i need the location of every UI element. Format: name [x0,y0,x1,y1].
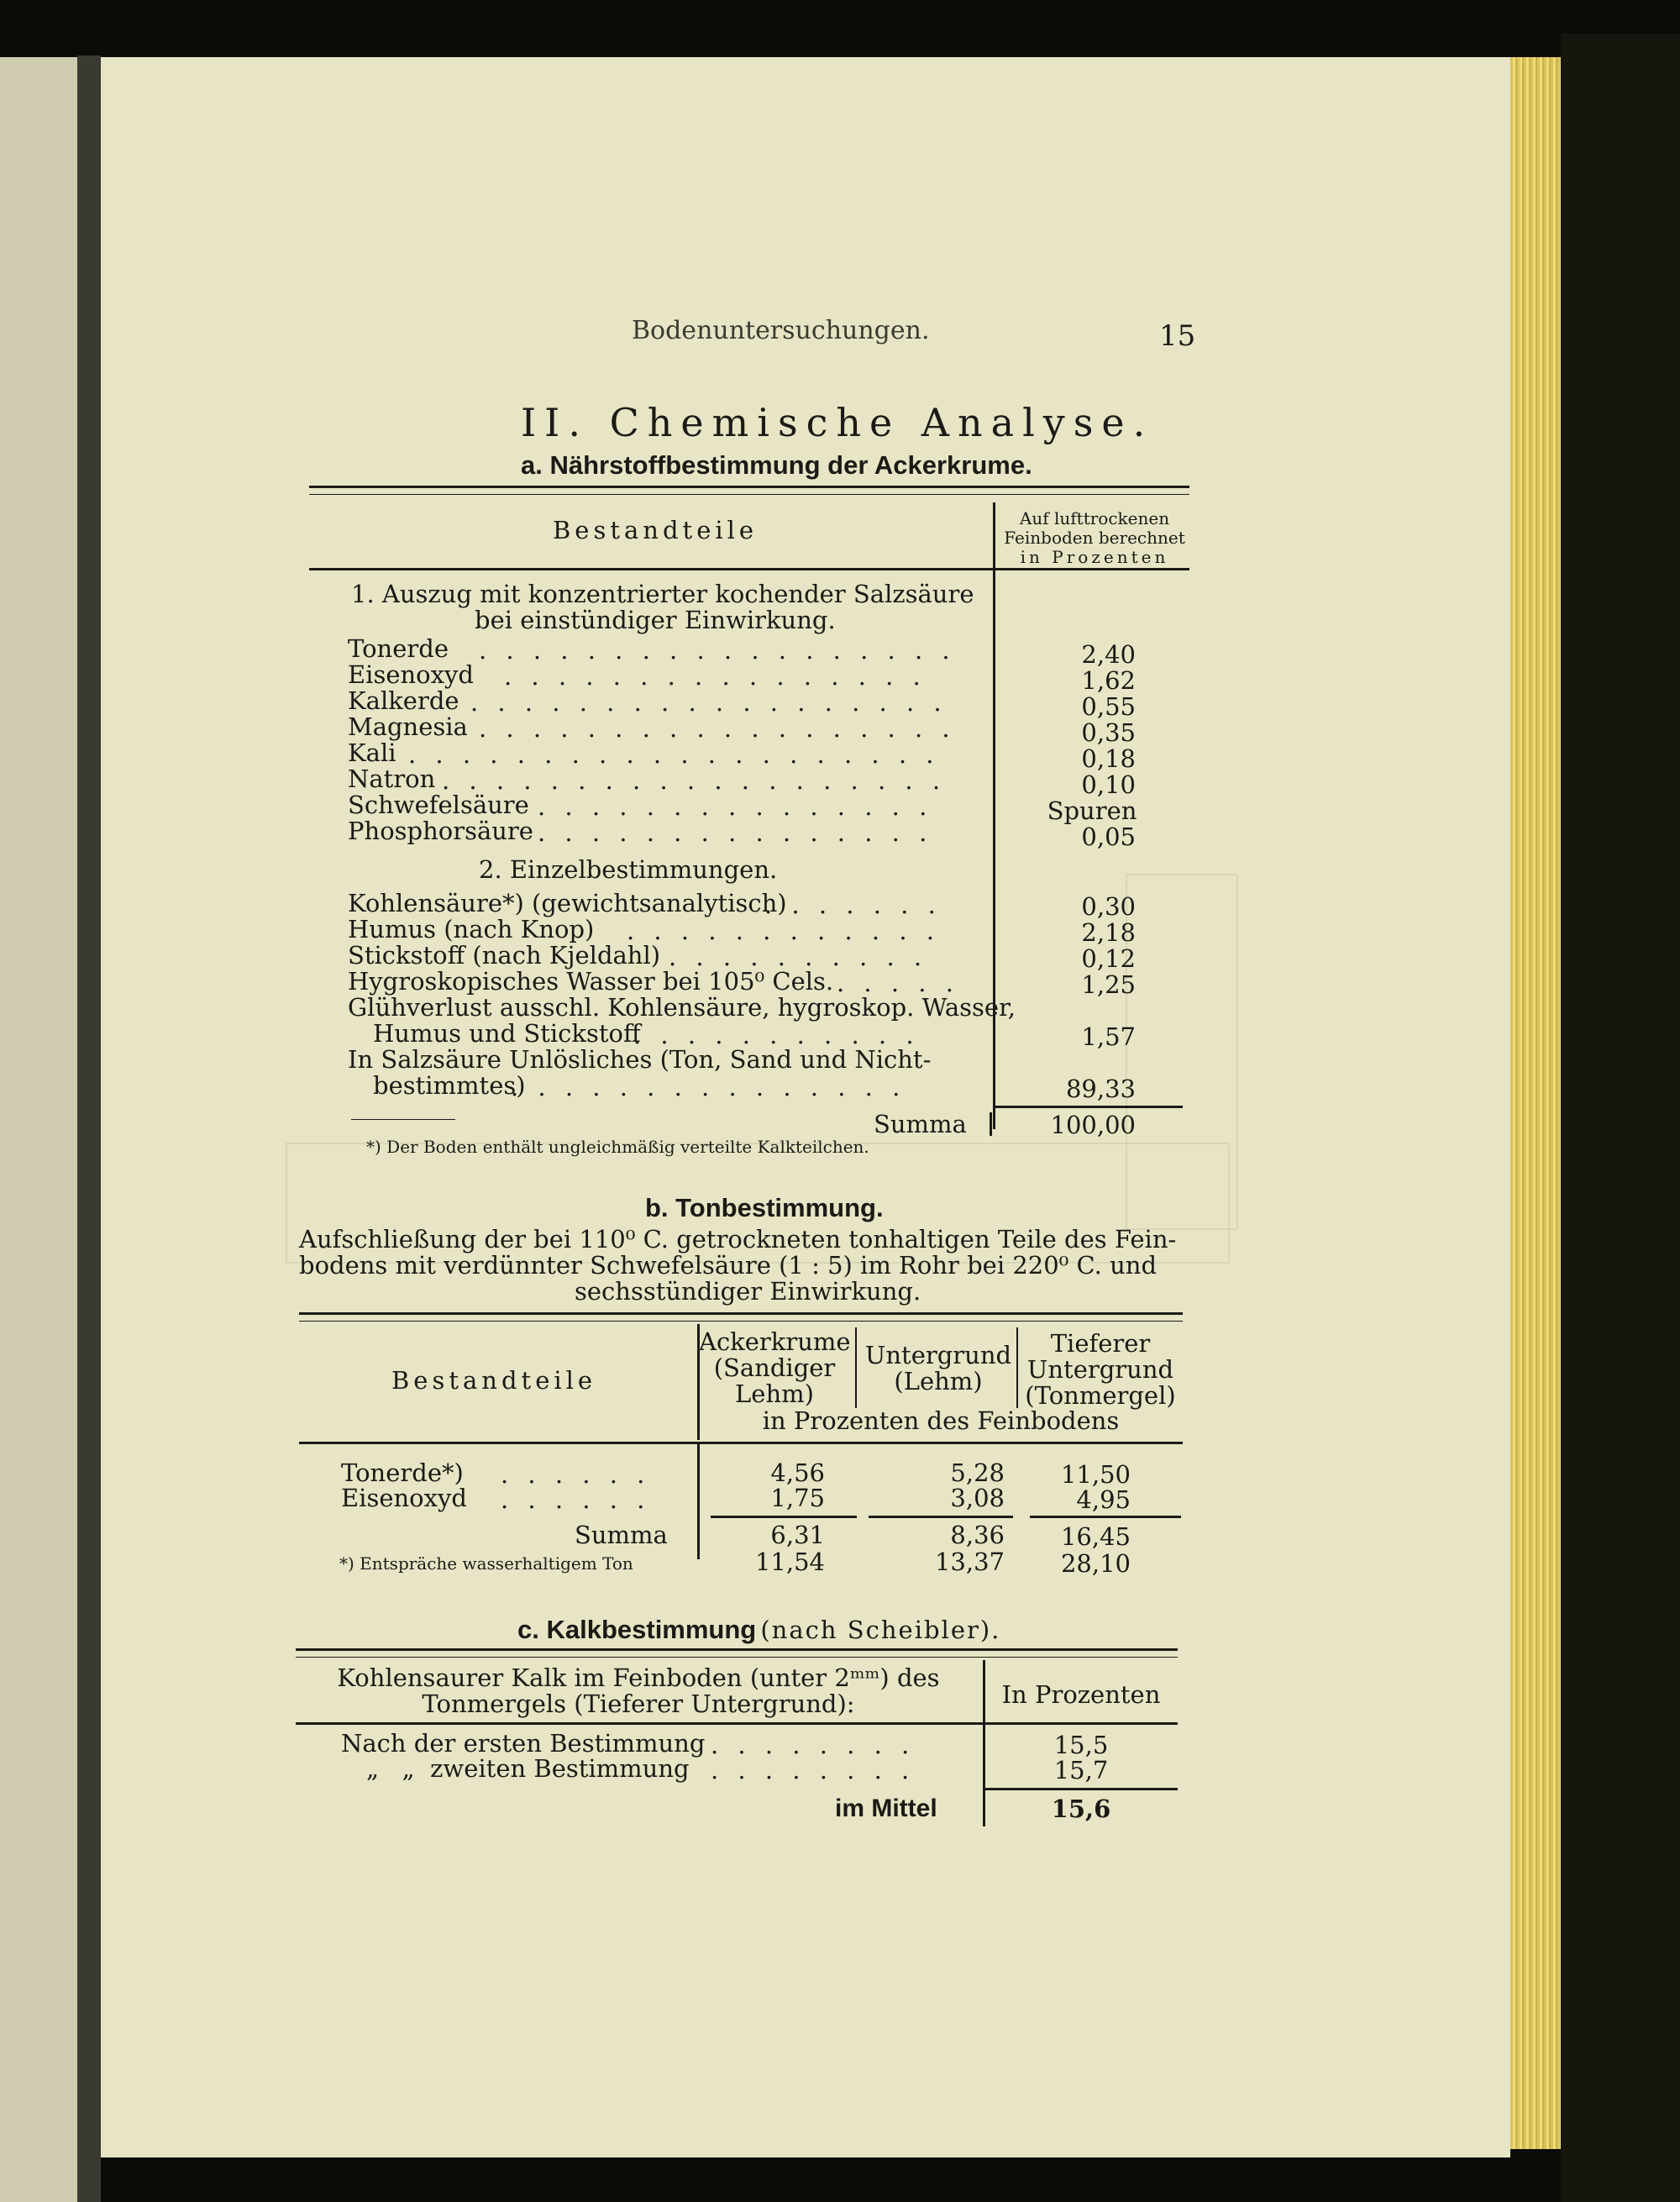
gluehverlust-line1: Glühverlust ausschl. Kohlensäure, hygroskop. Wasser, [348,993,1016,1022]
leader-dots: . . . . . . . . . . . . . . . . . . . . [408,740,940,769]
group1-heading-line1: 1. Auszug mit konzentrierter kochender Salzsäure [351,580,974,608]
leader-dots: . . . . . . . . . . . . . . . . . . . [442,766,947,795]
table-c-top-rule [296,1648,1178,1651]
sum-value: 8,36 [950,1521,1005,1549]
row-value: Spuren [1047,796,1137,825]
row-value: 1,25 [1081,970,1136,999]
sum-rule-col1 [711,1516,857,1518]
row-label: Humus (nach Knop) [348,915,595,943]
row-value: 0,05 [1081,822,1136,851]
book-gutter [77,55,101,2202]
row-value: 0,10 [1081,770,1136,799]
table-b-rule-3 [1016,1327,1018,1408]
row-value: 1,75 [770,1484,825,1512]
group2-heading: 2. Einzelbestimmungen. [479,855,778,884]
footnote-value: 28,10 [1060,1549,1131,1578]
row-value: 89,33 [1065,1075,1136,1103]
row-value: 11,50 [1060,1460,1131,1489]
running-title: Bodenuntersuchungen. [632,316,930,345]
part-c-title: c. Kalkbestimmung (nach Scheibler). [517,1615,1001,1644]
row-label: Phosphorsäure [348,817,533,845]
leader-dots: . . . . . . . . . . . . . . . . . . [479,714,956,743]
sum-value: 16,45 [1060,1522,1131,1551]
section-title: II. Chemische Analyse. [521,400,1154,445]
row-value: 0,18 [1081,744,1136,773]
sum-column-rule [990,1112,992,1136]
row-value: 0,35 [1081,718,1136,747]
footnote-rule [351,1119,455,1120]
left-page-edge [0,57,77,2202]
leader-dots: . . . . . . . . . . . . . . . . . . [479,636,956,665]
leader-dots: . . . . . . . . . . . . [627,917,941,945]
row-label: Stickstoff (nach Kjeldahl) [348,941,661,970]
row-label: Tonerde*) [341,1458,464,1487]
leader-dots: . . . . . . . . . . . . . . . [538,792,933,821]
row-value: 2,18 [1081,918,1136,947]
part-a-title: a. Nährstoffbestimmung der Ackerkrume. [521,450,1032,480]
table-b-sum-label: Summa [575,1521,668,1549]
col-header-ackerkrume: Ackerkrume (Sandiger Lehm) [699,1327,851,1408]
table-b-body-rule-left [697,1442,700,1559]
unloesliches-line1: In Salzsäure Unlösliches (Ton, Sand und Nicht- [348,1045,932,1074]
leader-dots: . . . . . . . . . . [669,943,928,971]
row-value: 2,40 [1081,640,1136,669]
row-value: 0,12 [1081,944,1136,973]
book-cover-edge [1561,34,1680,2202]
sum-value: 6,31 [770,1521,825,1549]
table-a-column-rule [993,502,995,1129]
table-b-footnote: *) Entspräche wasserhaltigem Ton [339,1553,633,1574]
table-b-top-rule-2 [299,1321,1183,1322]
table-a-col-header-right: Auf lufttrockenen Feinboden berechnet in Prozenten [1004,508,1185,567]
table-a-header-rule [309,568,1189,570]
mean-rule [983,1788,1178,1790]
row-value: 0,30 [1081,892,1136,921]
leader-dots: . . . . . . . . . . . . . . . [538,818,933,847]
table-b-top-rule [299,1312,1183,1315]
col-header-tieferer-untergrund: Tieferer Untergrund (Tonmergel) [1025,1329,1176,1410]
footnote-value: 11,54 [754,1548,825,1576]
leader-dots: . . . . . [837,969,959,997]
table-c-top-rule-2 [296,1657,1178,1658]
row-value: 1,62 [1081,666,1136,695]
page-edges [1510,57,1561,2149]
leader-dots: . . . . . . . . . . . . . . . . [504,662,927,691]
table-b-col-header-left: Bestandteile [391,1366,597,1395]
row-value: 1,57 [1081,1022,1136,1051]
mean-label: im Mittel [835,1795,937,1822]
sum-rule-col2 [869,1516,1013,1518]
row-label: Tonerde [348,634,449,663]
leader-dots: . . . . . . . . . . . [633,1021,920,1049]
table-b-header-rule [299,1442,1183,1444]
leader-dots: . . . . . . . . . . . . . . . [511,1073,906,1101]
leader-dots: . . . . . . [501,1460,651,1489]
row-label: Natron [348,765,436,793]
part-b-title: b. Tonbestimmung. [645,1193,884,1222]
row-value: 5,28 [950,1458,1005,1487]
row-label: Magnesia [348,712,468,741]
row-value: 3,08 [950,1484,1005,1512]
page-number: 15 [1159,319,1196,353]
row-value: 15,5 [1053,1731,1109,1759]
row-value: 0,55 [1081,692,1136,721]
row-label: Eisenoxyd [348,660,474,689]
group1-heading-line2: bei einstündiger Einwirkung. [475,606,836,634]
leader-dots: . . . . . . . . [711,1731,916,1759]
row-label: Eisenoxyd [341,1484,467,1512]
part-a-footnote: *) Der Boden enthält ungleichmäßig verteilte Kalkteilchen. [366,1137,869,1157]
part-b-intro-line3: sechsstündiger Einwirkung. [575,1277,921,1306]
unloesliches-line2: bestimmtes) [373,1071,526,1100]
table-a-top-rule-2 [309,494,1189,495]
sum-rule [993,1106,1183,1108]
leader-dots: . . . . . . [501,1485,651,1514]
leader-dots: . . . . . . . . [711,1756,916,1784]
row-value: 15,7 [1053,1756,1109,1784]
row-label: Kali [348,738,396,767]
row-value: 4,56 [770,1458,825,1487]
book-page [101,57,1510,2157]
footnote-value: 13,37 [934,1548,1005,1576]
row-label: „ „ zweiten Bestimmung [366,1754,690,1783]
col-header-untergrund: Untergrund (Lehm) [864,1341,1012,1395]
table-b-unit-row: in Prozenten des Feinbodens [762,1406,1120,1435]
row-label: Kalkerde [348,686,459,715]
row-label: Hygroskopisches Wasser bei 105⁰ Cels. [348,967,834,996]
table-a-col-header-left: Bestandteile [553,516,759,544]
part-b-intro-line1: Aufschließung der bei 110⁰ C. getrockneten tonhaltigen Teile des Fein- [299,1225,1177,1253]
row-label: Kohlensäure*) (gewichtsanalytisch) [348,889,787,917]
gluehverlust-line2: Humus und Stickstoff [373,1019,641,1048]
table-c-header-rule [296,1722,1178,1725]
sum-rule-col3 [1030,1516,1181,1518]
leader-dots: . . . . . . . [764,891,942,919]
row-label: Schwefelsäure [348,791,529,819]
table-c-header-left: Kohlensaurer Kalk im Feinboden (unter 2ᵐᵐ) des Tonmergels (Tieferer Untergrund): [337,1663,940,1718]
part-b-intro-line2: bodens mit verdünnter Schwefelsäure (1 : 5) im Rohr bei 220⁰ C. und [299,1251,1158,1280]
table-c-header-right: In Prozenten [1001,1680,1161,1709]
row-value: 4,95 [1076,1485,1131,1514]
leader-dots: . . . . . . . . . . . . . . . . . . [470,688,948,717]
sum-value: 100,00 [1050,1111,1136,1139]
sum-label: Summa [874,1110,967,1138]
row-label: Nach der ersten Bestimmung [341,1729,706,1758]
table-c-column-rule [983,1660,985,1826]
table-a-top-rule [309,486,1189,488]
mean-value: 15,6 [1051,1795,1111,1823]
table-b-rule-2 [855,1327,857,1408]
